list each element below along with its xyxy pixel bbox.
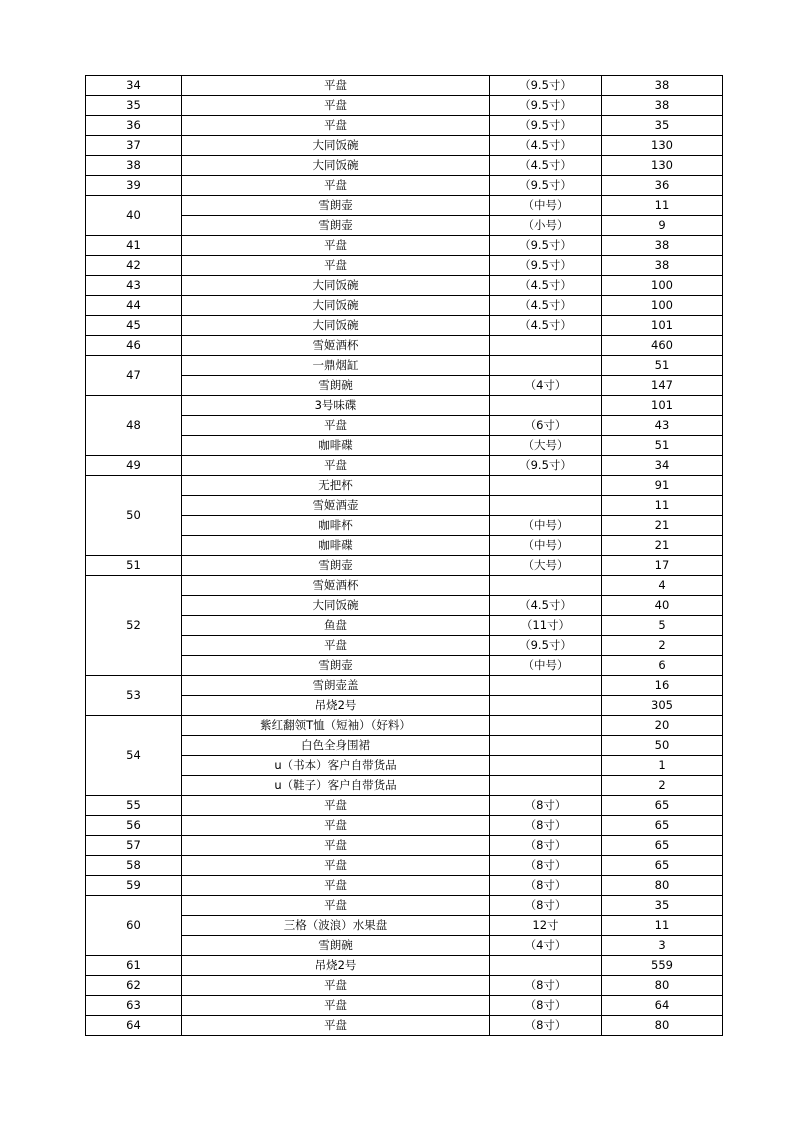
row-number-cell: 34: [86, 76, 182, 96]
item-quantity-cell: 11: [602, 496, 723, 516]
table-row: [86, 416, 723, 436]
item-name-cell: 雪朗碗: [182, 376, 490, 396]
row-number-cell: 52: [86, 576, 182, 676]
table-row: [86, 436, 723, 456]
item-quantity-cell: 51: [602, 356, 723, 376]
item-name-cell: 平盘: [182, 116, 490, 136]
row-number-cell: 44: [86, 296, 182, 316]
item-quantity-cell: 35: [602, 896, 723, 916]
item-quantity-cell: 9: [602, 216, 723, 236]
item-spec-cell: [490, 956, 602, 976]
row-number-cell: 55: [86, 796, 182, 816]
item-spec-cell: [490, 576, 602, 596]
item-spec-cell: （8寸）: [490, 876, 602, 896]
item-quantity-cell: 100: [602, 276, 723, 296]
table-row: [86, 296, 723, 316]
item-quantity-cell: 80: [602, 976, 723, 996]
table-row: [86, 456, 723, 476]
item-spec-cell: （8寸）: [490, 836, 602, 856]
row-number-cell: 36: [86, 116, 182, 136]
row-number-cell: 39: [86, 176, 182, 196]
table-row: [86, 176, 723, 196]
item-name-cell: 雪朗壶: [182, 656, 490, 676]
row-number-cell: 38: [86, 156, 182, 176]
item-name-cell: 大同饭碗: [182, 276, 490, 296]
item-name-cell: 雪姬酒杯: [182, 336, 490, 356]
item-spec-cell: [490, 736, 602, 756]
row-number-cell: 50: [86, 476, 182, 556]
table-row: [86, 976, 723, 996]
item-quantity-cell: 91: [602, 476, 723, 496]
table-row: [86, 556, 723, 576]
item-spec-cell: （4.5寸）: [490, 596, 602, 616]
item-name-cell: 白色全身围裙: [182, 736, 490, 756]
table-row: [86, 396, 723, 416]
table-row: [86, 336, 723, 356]
item-quantity-cell: 65: [602, 836, 723, 856]
item-quantity-cell: 2: [602, 776, 723, 796]
item-spec-cell: （8寸）: [490, 816, 602, 836]
item-name-cell: 3号味碟: [182, 396, 490, 416]
item-spec-cell: （9.5寸）: [490, 76, 602, 96]
item-spec-cell: [490, 336, 602, 356]
item-name-cell: 鱼盘: [182, 616, 490, 636]
item-spec-cell: （中号）: [490, 536, 602, 556]
table-row: [86, 756, 723, 776]
table-row: [86, 356, 723, 376]
row-number-cell: 54: [86, 716, 182, 796]
item-spec-cell: （9.5寸）: [490, 256, 602, 276]
item-quantity-cell: 20: [602, 716, 723, 736]
item-spec-cell: [490, 676, 602, 696]
item-spec-cell: （9.5寸）: [490, 116, 602, 136]
item-spec-cell: [490, 476, 602, 496]
item-quantity-cell: 21: [602, 516, 723, 536]
item-quantity-cell: 43: [602, 416, 723, 436]
item-spec-cell: （8寸）: [490, 856, 602, 876]
item-quantity-cell: 51: [602, 436, 723, 456]
item-spec-cell: [490, 776, 602, 796]
row-number-cell: 47: [86, 356, 182, 396]
table-row: [86, 316, 723, 336]
table-row: [86, 776, 723, 796]
item-quantity-cell: 147: [602, 376, 723, 396]
item-spec-cell: （小号）: [490, 216, 602, 236]
item-spec-cell: （8寸）: [490, 996, 602, 1016]
item-quantity-cell: 64: [602, 996, 723, 1016]
row-number-cell: 35: [86, 96, 182, 116]
row-number-cell: 51: [86, 556, 182, 576]
item-name-cell: 平盘: [182, 456, 490, 476]
item-quantity-cell: 17: [602, 556, 723, 576]
table-row: [86, 96, 723, 116]
item-spec-cell: （4.5寸）: [490, 316, 602, 336]
item-spec-cell: [490, 356, 602, 376]
table-row: [86, 836, 723, 856]
table-row: [86, 376, 723, 396]
item-quantity-cell: 460: [602, 336, 723, 356]
table-row: [86, 136, 723, 156]
item-name-cell: 平盘: [182, 1016, 490, 1036]
item-spec-cell: （大号）: [490, 556, 602, 576]
item-name-cell: 平盘: [182, 176, 490, 196]
item-quantity-cell: 40: [602, 596, 723, 616]
row-number-cell: 62: [86, 976, 182, 996]
table-row: [86, 616, 723, 636]
row-number-cell: 63: [86, 996, 182, 1016]
table-row: [86, 216, 723, 236]
item-name-cell: 咖啡碟: [182, 536, 490, 556]
item-name-cell: 平盘: [182, 816, 490, 836]
table-row: [86, 116, 723, 136]
item-quantity-cell: 5: [602, 616, 723, 636]
item-name-cell: 平盘: [182, 856, 490, 876]
item-spec-cell: （4.5寸）: [490, 156, 602, 176]
item-quantity-cell: 559: [602, 956, 723, 976]
item-spec-cell: [490, 696, 602, 716]
item-spec-cell: （4寸）: [490, 936, 602, 956]
item-name-cell: 大同饭碗: [182, 156, 490, 176]
item-name-cell: 雪朗壶: [182, 216, 490, 236]
item-spec-cell: （9.5寸）: [490, 96, 602, 116]
row-number-cell: 57: [86, 836, 182, 856]
table-row: [86, 236, 723, 256]
table-row: [86, 196, 723, 216]
row-number-cell: 58: [86, 856, 182, 876]
item-name-cell: 平盘: [182, 636, 490, 656]
item-spec-cell: （9.5寸）: [490, 636, 602, 656]
table-row: [86, 596, 723, 616]
inventory-table: [85, 75, 723, 1036]
row-number-cell: 48: [86, 396, 182, 456]
item-spec-cell: （6寸）: [490, 416, 602, 436]
item-name-cell: u（鞋子）客户自带货品: [182, 776, 490, 796]
table-row: [86, 536, 723, 556]
table-row: [86, 496, 723, 516]
table-row: [86, 856, 723, 876]
item-quantity-cell: 50: [602, 736, 723, 756]
item-name-cell: 雪朗碗: [182, 936, 490, 956]
item-spec-cell: （4.5寸）: [490, 276, 602, 296]
table-row: [86, 956, 723, 976]
item-spec-cell: [490, 496, 602, 516]
item-quantity-cell: 21: [602, 536, 723, 556]
row-number-cell: 49: [86, 456, 182, 476]
table-row: [86, 936, 723, 956]
item-quantity-cell: 38: [602, 96, 723, 116]
row-number-cell: 41: [86, 236, 182, 256]
table-row: [86, 516, 723, 536]
item-quantity-cell: 101: [602, 316, 723, 336]
item-name-cell: 平盘: [182, 416, 490, 436]
item-quantity-cell: 3: [602, 936, 723, 956]
item-quantity-cell: 38: [602, 256, 723, 276]
item-spec-cell: （8寸）: [490, 896, 602, 916]
item-quantity-cell: 16: [602, 676, 723, 696]
item-spec-cell: [490, 396, 602, 416]
table-row: [86, 156, 723, 176]
item-name-cell: 平盘: [182, 896, 490, 916]
item-spec-cell: （中号）: [490, 656, 602, 676]
row-number-cell: 53: [86, 676, 182, 716]
table-row: [86, 636, 723, 656]
row-number-cell: 45: [86, 316, 182, 336]
table-row: [86, 816, 723, 836]
item-name-cell: 雪朗壶: [182, 556, 490, 576]
item-quantity-cell: 130: [602, 156, 723, 176]
item-spec-cell: （8寸）: [490, 1016, 602, 1036]
item-quantity-cell: 11: [602, 196, 723, 216]
item-name-cell: 雪朗壶盖: [182, 676, 490, 696]
item-spec-cell: （4.5寸）: [490, 136, 602, 156]
row-number-cell: 40: [86, 196, 182, 236]
item-quantity-cell: 4: [602, 576, 723, 596]
table-row: [86, 656, 723, 676]
table-row: [86, 876, 723, 896]
item-quantity-cell: 6: [602, 656, 723, 676]
row-number-cell: 46: [86, 336, 182, 356]
item-name-cell: 平盘: [182, 996, 490, 1016]
item-name-cell: 平盘: [182, 836, 490, 856]
item-name-cell: 平盘: [182, 796, 490, 816]
row-number-cell: 56: [86, 816, 182, 836]
item-spec-cell: （8寸）: [490, 976, 602, 996]
row-number-cell: 37: [86, 136, 182, 156]
item-quantity-cell: 100: [602, 296, 723, 316]
item-name-cell: 吊烧2号: [182, 956, 490, 976]
table-row: [86, 476, 723, 496]
item-spec-cell: （8寸）: [490, 796, 602, 816]
table-row: [86, 996, 723, 1016]
item-quantity-cell: 38: [602, 76, 723, 96]
item-quantity-cell: 38: [602, 236, 723, 256]
item-spec-cell: [490, 716, 602, 736]
item-spec-cell: （中号）: [490, 196, 602, 216]
item-name-cell: 平盘: [182, 876, 490, 896]
table-row: [86, 736, 723, 756]
item-quantity-cell: 36: [602, 176, 723, 196]
item-name-cell: 雪姬酒杯: [182, 576, 490, 596]
inventory-table-body: [86, 76, 723, 1036]
row-number-cell: 64: [86, 1016, 182, 1036]
item-name-cell: u（书本）客户自带货品: [182, 756, 490, 776]
item-name-cell: 大同饭碗: [182, 596, 490, 616]
item-spec-cell: （9.5寸）: [490, 236, 602, 256]
item-quantity-cell: 130: [602, 136, 723, 156]
item-quantity-cell: 65: [602, 816, 723, 836]
row-number-cell: 59: [86, 876, 182, 896]
item-quantity-cell: 1: [602, 756, 723, 776]
item-name-cell: 咖啡碟: [182, 436, 490, 456]
item-spec-cell: （4寸）: [490, 376, 602, 396]
table-row: [86, 716, 723, 736]
item-quantity-cell: 305: [602, 696, 723, 716]
item-spec-cell: （11寸）: [490, 616, 602, 636]
item-spec-cell: （4.5寸）: [490, 296, 602, 316]
row-number-cell: 60: [86, 896, 182, 956]
item-spec-cell: [490, 756, 602, 776]
item-quantity-cell: 65: [602, 856, 723, 876]
table-row: [86, 1016, 723, 1036]
item-quantity-cell: 2: [602, 636, 723, 656]
item-name-cell: 平盘: [182, 96, 490, 116]
item-quantity-cell: 34: [602, 456, 723, 476]
item-name-cell: 大同饭碗: [182, 316, 490, 336]
table-row: [86, 576, 723, 596]
table-row: [86, 916, 723, 936]
item-spec-cell: （9.5寸）: [490, 456, 602, 476]
item-spec-cell: （9.5寸）: [490, 176, 602, 196]
item-name-cell: 紫红翻领T恤（短袖）（好料）: [182, 716, 490, 736]
item-name-cell: 雪朗壶: [182, 196, 490, 216]
item-name-cell: 平盘: [182, 236, 490, 256]
item-name-cell: 平盘: [182, 256, 490, 276]
item-name-cell: 平盘: [182, 76, 490, 96]
table-row: [86, 276, 723, 296]
table-row: [86, 696, 723, 716]
item-quantity-cell: 80: [602, 1016, 723, 1036]
item-quantity-cell: 35: [602, 116, 723, 136]
row-number-cell: 42: [86, 256, 182, 276]
item-quantity-cell: 11: [602, 916, 723, 936]
item-quantity-cell: 80: [602, 876, 723, 896]
item-name-cell: 雪姬酒壶: [182, 496, 490, 516]
item-quantity-cell: 101: [602, 396, 723, 416]
item-name-cell: 吊烧2号: [182, 696, 490, 716]
table-row: [86, 796, 723, 816]
item-spec-cell: （大号）: [490, 436, 602, 456]
table-row: [86, 76, 723, 96]
item-name-cell: 一鼎烟缸: [182, 356, 490, 376]
row-number-cell: 61: [86, 956, 182, 976]
item-name-cell: 大同饭碗: [182, 296, 490, 316]
table-row: [86, 676, 723, 696]
table-row: [86, 896, 723, 916]
item-name-cell: 大同饭碗: [182, 136, 490, 156]
item-name-cell: 平盘: [182, 976, 490, 996]
item-quantity-cell: 65: [602, 796, 723, 816]
item-spec-cell: 12寸: [490, 916, 602, 936]
table-row: [86, 256, 723, 276]
item-name-cell: 无把杯: [182, 476, 490, 496]
item-name-cell: 三格（波浪）水果盘: [182, 916, 490, 936]
row-number-cell: 43: [86, 276, 182, 296]
item-name-cell: 咖啡杯: [182, 516, 490, 536]
item-spec-cell: （中号）: [490, 516, 602, 536]
